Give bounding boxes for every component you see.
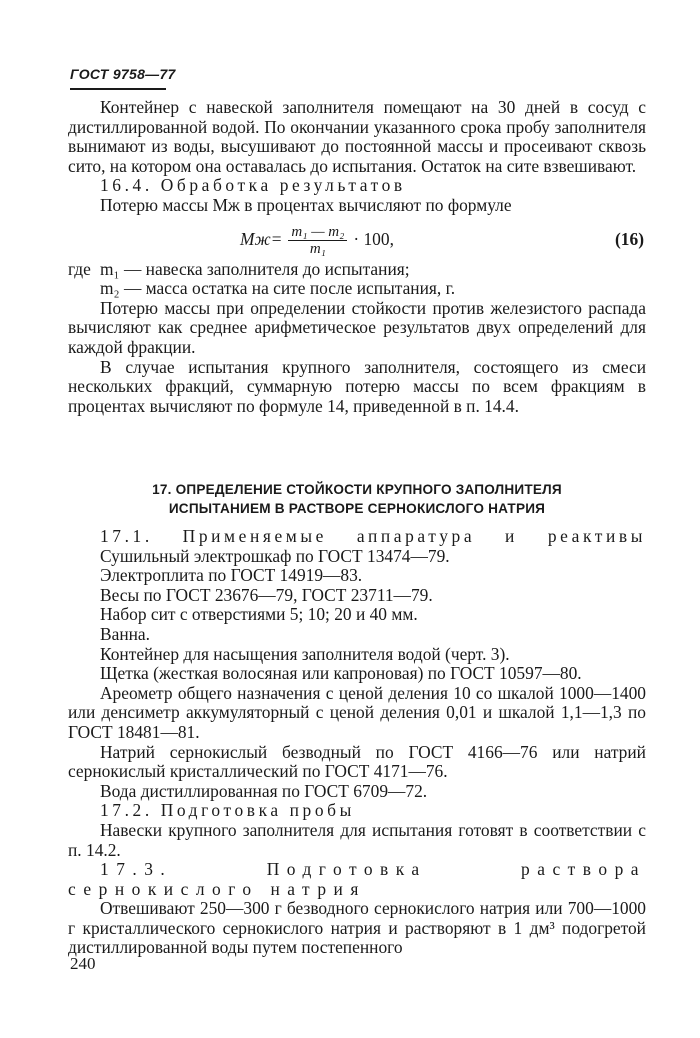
heading-17-2: 17.2. Подготовка пробы — [100, 800, 355, 821]
equipment-item: Ареометр общего назначения с ценой деления 10 со шкалой 1000—1400 или денсиметр аккумуляторный с ценой деления 0,01 и шкалой 1,1—1,3 по ГОСТ 18481—81. — [68, 682, 646, 742]
where-item-1: m₁ — навеска заполнителя до испытания; — [100, 258, 410, 279]
body-text — [68, 98, 646, 416]
where-item-2: m₂ — масса остатка на сите после испытания, г. — [100, 278, 456, 299]
paragraph-loss-average: Потерю массы при определении стойкости против железистого распада вычисляют как среднее арифметическое результатов двух определений для каждой фракции. — [68, 297, 646, 357]
formula-number: (16) — [615, 228, 644, 249]
formula-fraction — [288, 224, 347, 257]
paragraph-formula-intro: Потерю массы Mж в процентах вычисляют по формуле — [100, 194, 512, 215]
equipment-item: Контейнер для насыщения заполнителя водой (черт. 3). — [100, 643, 510, 664]
equipment-item: Щетка (жесткая волосяная или капроновая) по ГОСТ 10597—80. — [100, 663, 582, 684]
formula-numerator: m₁ — m₂ — [288, 224, 347, 241]
paragraph-17-2: Навески крупного заполнителя для испытания готовят в соответствии с п. 14.2. — [68, 819, 646, 860]
equipment-item: Набор сит с отверстиями 5; 10; 20 и 40 мм. — [100, 604, 418, 625]
heading-17-1: 17.1. Применяемые аппаратура и реактивы — [100, 526, 646, 546]
section-17-body — [68, 527, 646, 958]
heading-16-4: 16.4. Обработка результатов — [100, 175, 406, 196]
heading-17-3: 17.3. Подготовка раствора сернокислого натрия — [68, 859, 646, 899]
where-label: где — [68, 258, 91, 279]
running-header: ГОСТ 9758—77 — [70, 66, 176, 82]
formula-expression — [240, 224, 394, 257]
formula-lhs: Mж= — [240, 229, 283, 250]
equipment-item: Ванна. — [100, 623, 150, 644]
section-title-line-2: ИСПЫТАНИЕМ В РАСТВОРЕ СЕРНОКИСЛОГО НАТРИЯ — [168, 501, 546, 516]
header-rule — [70, 88, 166, 90]
section-title-line-1: 17. ОПРЕДЕЛЕНИЕ СТОЙКОСТИ КРУПНОГО ЗАПОЛНИТЕЛЯ — [152, 482, 562, 497]
section-17-title — [68, 480, 646, 518]
equipment-item: Электроплита по ГОСТ 14919—83. — [100, 565, 363, 586]
equipment-item: Весы по ГОСТ 23676—79, ГОСТ 23711—79. — [100, 584, 433, 605]
page-number: 240 — [70, 954, 96, 973]
formula-denominator: m₁ — [309, 240, 326, 257]
formula-rhs: · 100, — [353, 229, 394, 250]
formula-16 — [68, 216, 646, 260]
equipment-item: Вода дистиллированная по ГОСТ 6709—72. — [100, 780, 428, 801]
paragraph-container-procedure: Контейнер с навеской заполнителя помещают на 30 дней в сосуд с дистиллированной водой. По окончании указанного срока пробу заполнителя вынимают из воды, высушивают до постоянной массы и просеивают сквозь сито, на котором она оставалась до испытания. Остаток на сите взвешивают. — [68, 97, 646, 176]
paragraph-17-3: Отвешивают 250—300 г безводного сернокислого натрия или 700—1000 г кристаллического сернокислого натрия и растворяют в 1 дм³ подогретой дистиллированной воды путем постепенного — [68, 898, 646, 958]
paragraph-mixed-fractions: В случае испытания крупного заполнителя, состоящего из смеси нескольких фракций, суммарную потерю массы по всем фракциям в процентах вычисляют по формуле 14, приведенной в п. 14.4. — [68, 356, 646, 416]
equipment-item: Натрий сернокислый безводный по ГОСТ 4166—76 или натрий сернокислый кристаллический по ГОСТ 4171—76. — [68, 741, 646, 782]
equipment-item: Сушильный электрошкаф по ГОСТ 13474—79. — [100, 545, 450, 566]
where-line-1 — [68, 260, 646, 280]
